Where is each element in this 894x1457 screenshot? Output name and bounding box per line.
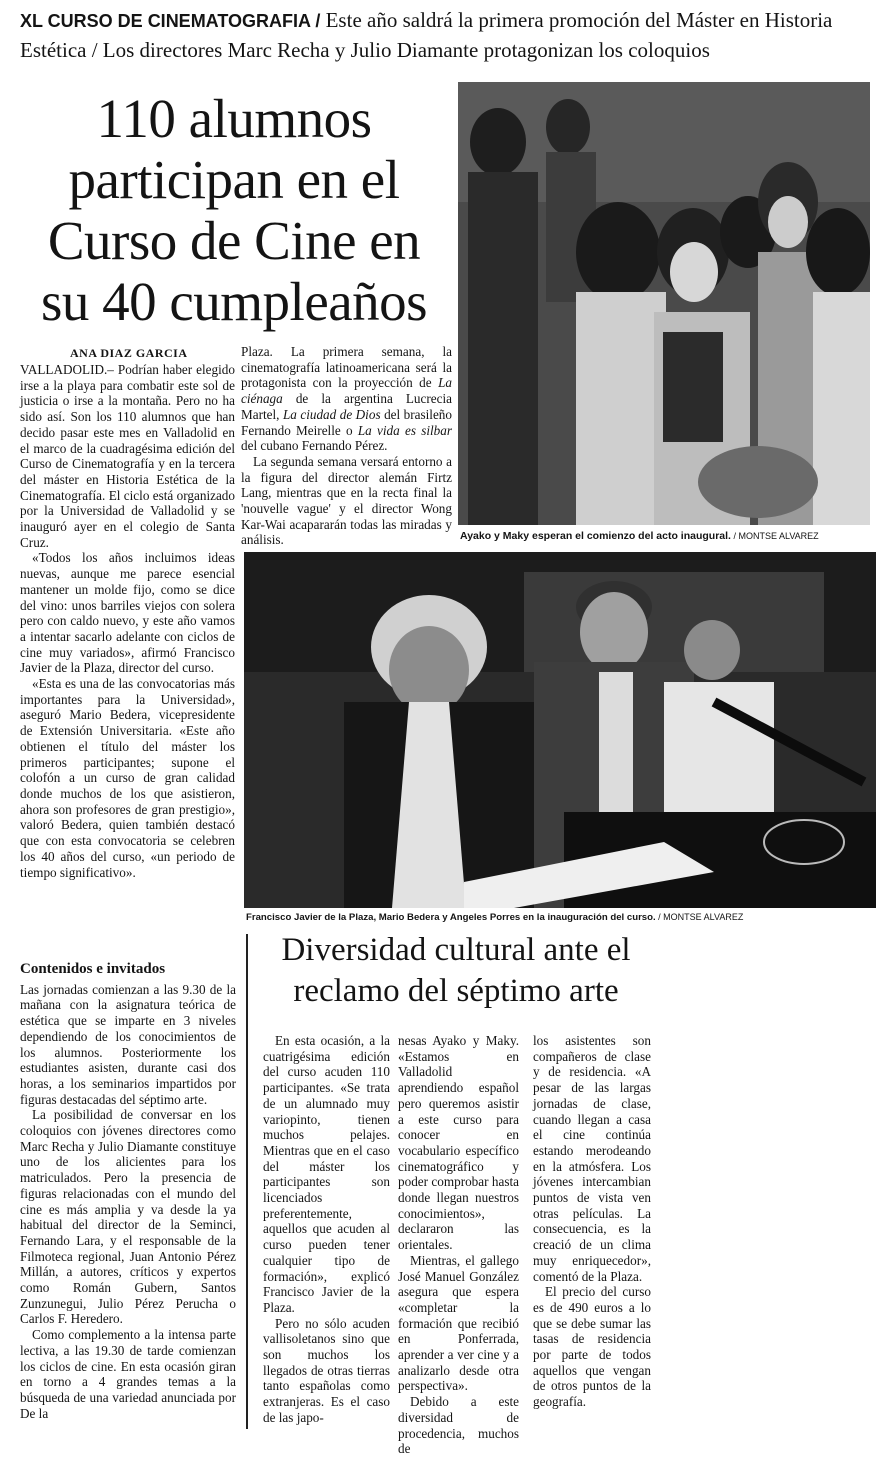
byline: ANA DIAZ GARCIA (70, 346, 188, 360)
paragraph: «Esta es una de las convocatorias más importantes para la Universidad», aseguró Mario Bedera, vicepresidente de Extensión Universitaria. «Este año obtienen el título del máster los primeros participantes; supone el colofón a un curso de gran calidad donde muchos de los que asistieron, ahora son profesores de gran prestigio», valoró Bedera, quien también destacó que con esta convocatoria se celebren los 40 años del curso, «un periodo de tiempo significativo». (20, 676, 235, 880)
paragraph: La posibilidad de conversar en los coloquios con jóvenes directores como Marc Recha y Julio Diamante constituye uno de los alicientes para los matriculados. Pero la presencia de figuras relacionadas con el mundo del cine es más amplia y va desde la ya habitual del director de la Seminci, Fernando Lara, y el responsable de la Filmoteca regional, Juan Antonio Pérez Millán, a autores, críticos y expertos como Román Gubern, Santos Zunzunegui, Julio Pérez Perucha o Carlos F. Heredero. (20, 1107, 236, 1327)
contenidos-column (20, 962, 236, 1421)
film-title: La ciénaga (241, 375, 452, 407)
main-headline: 110 alumnos participan en el Curso de Cine en su 40 cumpleaños (40, 88, 428, 332)
text-run: Plaza. La primera semana, la cinematografía latinoamericana será la protagonista con la proyección de (241, 344, 452, 391)
photo-credit: / MONTSE ALVAREZ (655, 912, 744, 922)
paragraph: En esta ocasión, a la cuatrigésima edición del curso acuden 110 participantes. «Se trata de un alumnado muy variopinto, tienen muchos pelajes. Mientras que en el caso del máster los participantes son licenciados preferentemente, aquellos que acuden al curso pueden tener cualquier tipo de formación», explicó Francisco Javier de la Plaza. (263, 1033, 390, 1315)
article-column-2 (241, 344, 452, 548)
article2-column-2 (398, 1033, 519, 1457)
text-run: del cubano Fernando Pérez. (241, 438, 388, 454)
strap-text: Este año saldrá la primera promoción del Máster en Historia Estética / Los directores Marc Recha y Julio Diamante protagonizan los coloquios (20, 8, 833, 62)
paragraph: nesas Ayako y Maky. «Estamos en Valladolid aprendiendo español pero queremos asistir a este curso para conocer en vocabulario específico cinematográfico y poder comprobar hasta donde llegan nuestros conocimientos», declararon las orientales. (398, 1033, 519, 1253)
article2-column-1 (263, 1033, 390, 1426)
paragraph: Como complemento a la intensa parte lectiva, a las 19.30 de tarde comienzan los ciclos de cine. En esta ocasión giran en torno a 4 grandes temas a la búsqueda de una variedad anunciada por De la (20, 1327, 236, 1421)
caption-text: Francisco Javier de la Plaza, Mario Bedera y Angeles Porres en la inauguración del curso. (246, 912, 656, 923)
article2-column-3 (533, 1033, 651, 1410)
article-column-1 (20, 362, 235, 880)
students-photo (458, 82, 870, 525)
article-strap (20, 6, 882, 65)
photo-caption-top (460, 530, 819, 542)
paragraph-text: Podrían haber elegido irse a la playa para combatir este sol de justicia o irse a la montaña. Pero no ha sido así. Son los 110 alumnos que han decido pasar este mes en Valladolid en el marco de la cuadragésima edición del Curso de Cinematografía y en la tercera del máster en Historia Estética de la Cinematografía. El ciclo está organizado por la Universidad de Valladolid y se inauguró ayer en el colegio de Santa Cruz. (20, 362, 235, 550)
paragraph: Pero no sólo acuden vallisoletanos sino que son muchos los llegados de otras tierras tanto españolas como extranjeras. Es el caso de las japo- (263, 1315, 390, 1425)
secondary-headline: Diversidad cultural ante el reclamo del séptimo arte (281, 932, 631, 1009)
subheading: Contenidos e invitados (20, 961, 166, 977)
paragraph: El precio del curso es de 490 euros a lo que se debe sumar las tasas de residencia por parte de todos aquellos que vengan de otros puntos de la geografía. (533, 1284, 651, 1410)
text-run: de la argentina Lucrecia Martel, (241, 391, 452, 422)
photo-caption-bottom (246, 912, 743, 923)
film-title: La ciudad de Dios (282, 406, 381, 422)
paragraph: Debido a este diversidad de procedencia, muchos de (398, 1394, 519, 1457)
caption-text: Ayako y Maky esperan el comienzo del acto inaugural. (460, 530, 731, 542)
photo-credit: / MONTSE ALVAREZ (730, 531, 819, 541)
paragraph (20, 362, 235, 550)
film-title: La vida es silbar (357, 422, 452, 438)
paragraph: «Todos los años incluimos ideas nuevas, aunque me parece esencial mantener un molde fijo, como se dice del vino: unos barriles viejos con solera pero con caldo nuevo, y este año vamos a intentar sacarlo adelante con ciclos de cine muy variados», afirmó Francisco Javier de la Plaza, director del curso. (20, 550, 235, 676)
paragraph: Mientras, el gallego José Manuel González asegura que espera «completar la formación que recibió en Ponferrada, aprender a ver cine y a analizarlo desde otra perspectiva». (398, 1252, 519, 1394)
paragraph: Las jornadas comienzan a las 9.30 de la mañana con la asignatura teórica de estética que se imparte en 3 niveles dependiendo de los conocimientos de los alumnos. Posteriormente los estudiantes asisten, durante casi dos horas, a los seminarios impartidos por figuras destacadas del séptimo arte. (20, 981, 236, 1107)
paragraph: La segunda semana versará entorno a la figura del director alemán Firtz Lang, mientras que en la recta final la 'nouvelle vague' y el director Wong Kar-Wai acapararán todas las miradas y análisis. (241, 453, 452, 548)
divider (246, 934, 248, 1429)
paragraph: los asistentes son compañeros de clase y de residencia. «A pesar de las largas jornadas de clase, cuando llegan a casa el cine continúa estando merodeando en la atmósfera. Los jóvenes intercambian puntos de vista ven otras películas. La consecuencia, es la creació de un clima muy enriquecedor», comentó de la Plaza. (533, 1033, 651, 1284)
inauguration-photo (244, 552, 876, 908)
section-kicker: XL CURSO DE CINEMATOGRAFIA / (20, 11, 321, 31)
paragraph (241, 344, 452, 454)
text-run: del brasileño Fernando Meirelle o (241, 406, 452, 438)
dateline: VALLADOLID.– (20, 362, 114, 377)
